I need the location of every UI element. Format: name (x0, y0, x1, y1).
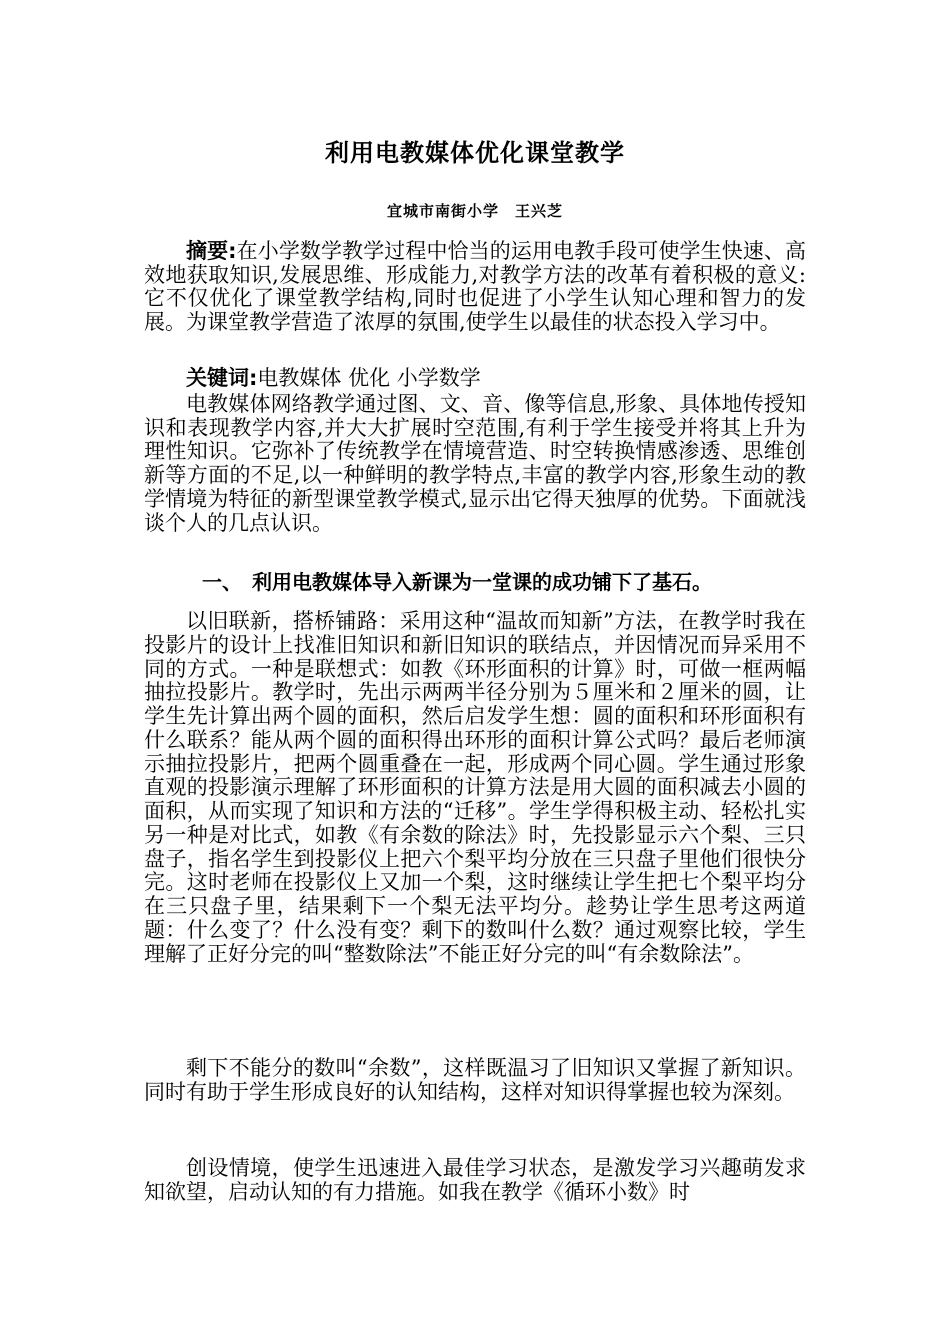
section-heading: 一、 利用电教媒体导入新课为一堂课的成功铺下了基石。 (202, 570, 712, 594)
body-paragraph: 以旧联新，搭桥铺路：采用这种“温故而知新”方法，在教学时我在投影片的设计上找准旧知识和新旧知识的联结点，并因情况而异采用不同的方式。一种是联想式：如教《环形面积的计算》时，可做一框两幅抽拉投影片。教学时，先出示两两半径分别为５厘米和２厘米的圆，让学生先计算出两个圆的面积，然后启发学生想：圆的面积和环形面积有什么联系？能从两个圆的面积得出环形的面积计算公式吗？最后老师演示抽拉投影片，把两个圆重叠在一起，形成两个同心圆。学生通过形象直观的投影演示理解了环形面积的计算方法是用大圆的面积减去小圆的面积，从而实现了知识和方法的“迁移”。学生学得积极主动、轻松扎实另一种是对比式，如教《有余数的除法》时，先投影显示六个梨、三只盘子，指名学生到投影仪上把六个梨平均分放在三只盘子里他们很快分完。这时老师在投影仪上又加一个梨，这时继续让学生把七个梨平均分在三只盘子里，结果剩下一个梨无法平均分。趁势让学生思考这两道题：什么变了？什么没有变？剩下的数叫什么数？通过观察比较，学生理解了正好分完的叫“整数除法”不能正好分完的叫“有余数除法”。 (144, 609, 806, 966)
body-paragraph: 创设情境，使学生迅速进入最佳学习状态，是激发学习兴趣萌发求知欲望，启动认知的有力措施。如我在教学《循环小数》时 (144, 1156, 806, 1204)
document-title: 利用电教媒体优化课堂教学 (325, 139, 625, 167)
keywords-text: 电教媒体 优化 小学数学 (257, 366, 481, 390)
author-line: 宜城市南街小学 王兴芝 (386, 202, 563, 220)
keywords-label: 关键词: (186, 366, 258, 390)
abstract-text: 在小学数学教学过程中恰当的运用电教手段可使学生快速、高效地获取知识,发展思维、形成能力,对教学方法的改革有着积极的意义:它不仅优化了课堂教学结构,同时也促进了小学生认知心理和智力的发展。为课堂教学营造了浓厚的氛围,使学生以最佳的状态投入学习中。 (144, 239, 806, 335)
intro-paragraph: 电教媒体网络教学通过图、文、音、像等信息,形象、具体地传授知识和表现教学内容,并大大扩展时空范围,有利于学生接受并将其上升为理性知识。它弥补了传统教学在情境营造、时空转换情感渗透、思维创新等方面的不足,以一种鲜明的教学特点,丰富的教学内容,形象生动的教学情境为特征的新型课堂教学模式,显示出它得天独厚的优势。下面就浅谈个人的几点认识。 (144, 392, 806, 535)
keywords-paragraph (144, 367, 806, 391)
abstract-label: 摘要: (186, 239, 237, 263)
body-paragraph: 剩下不能分的数叫“余数”，这样既温习了旧知识又掌握了新知识。同时有助于学生形成良好的认知结构，这样对知识得掌握也较为深刻。 (144, 1056, 806, 1104)
abstract-paragraph (144, 240, 806, 335)
